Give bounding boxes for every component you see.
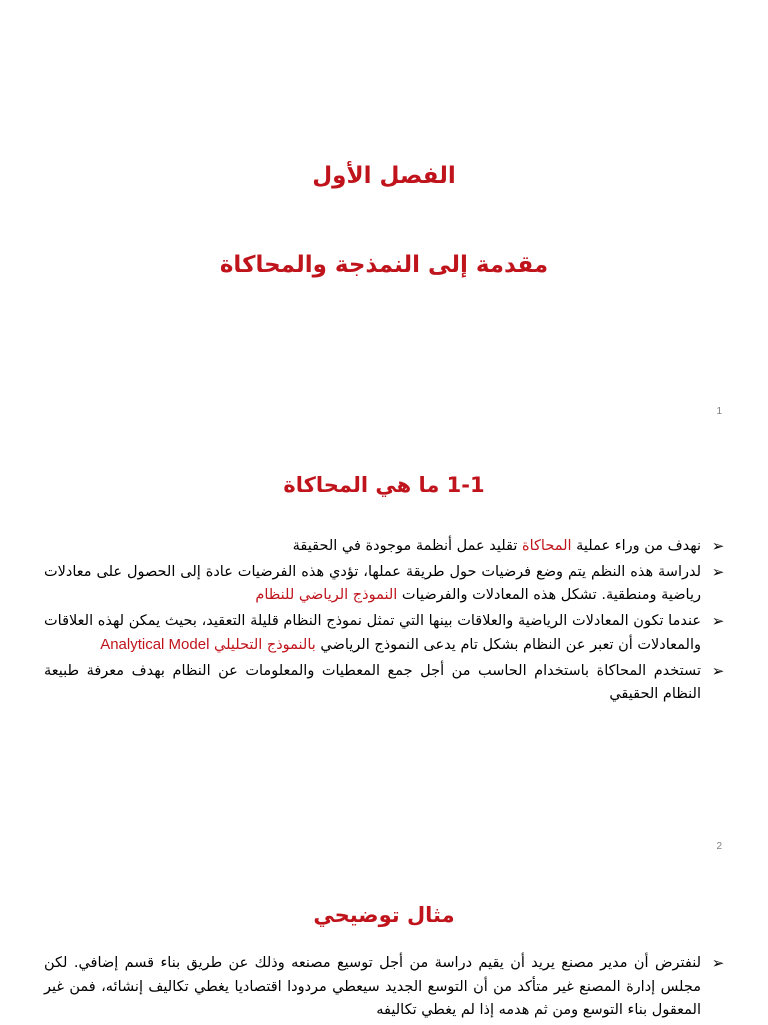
- section-heading: مثال توضيحي: [313, 903, 455, 927]
- highlight-term: المحاكاة: [522, 538, 572, 554]
- list-item: ➢ لنفترض أن مدير مصنع يريد أن يقيم دراسة من أجل توسيع مصنعه وذلك عن طريق بناء قسم إضافي. لكن مجلس إدارة المصنع غير متأكد من أن التوسع الجديد سيعطي مردودا اقتصاديا يغطي تكاليف إنشائه، فمن غير المعقول بناء التوسع ومن ثم هدمه إذا لم يغطي تكاليفه: [44, 954, 725, 1018]
- arrow-bullet-icon: ➢: [711, 954, 725, 972]
- bullet-list: [44, 535, 726, 709]
- chapter-subtitle: مقدمة إلى النمذجة والمحاكاة: [219, 252, 549, 278]
- page-number: 2: [716, 841, 722, 852]
- list-item: ➢ لدراسة هذه النظم يتم وضع فرضيات حول طريقة عملها، تؤدي هذه الفرضيات عادة إلى الحصول على معادلات رياضية ومنطقية. تشكل هذه المعادلات والفرضيات النموذج الرياضي للنظام: [44, 562, 725, 603]
- slide-2: [0, 430, 768, 860]
- arrow-bullet-icon: ➢: [711, 562, 725, 581]
- arrow-bullet-icon: ➢: [711, 611, 725, 630]
- highlight-term: بالنموذج التحليلي: [214, 637, 316, 653]
- highlight-term: النموذج الرياضي للنظام: [255, 587, 398, 603]
- section-heading: 1-1 ما هي المحاكاة: [283, 473, 485, 497]
- highlight-term-english: Analytical Model: [100, 636, 210, 653]
- list-item: ➢ عندما تكون المعادلات الرياضية والعلاقات بينها التي تمثل نموذج النظام قليلة التعقيد، بحيث يمكن لهذه العلاقات والمعادلات أن تعبر عن النظام بشكل تام يدعى النموذج الرياضي بالنموذج التحليلي Analytical Model: [44, 611, 725, 653]
- bullet-list: [44, 952, 726, 1025]
- slide-1: [0, 0, 768, 430]
- arrow-bullet-icon: ➢: [711, 537, 725, 555]
- arrow-bullet-icon: ➢: [711, 661, 725, 680]
- chapter-title: الفصل الأول: [312, 163, 456, 189]
- list-item: ➢ نهدف من وراء عملية المحاكاة تقليد عمل أنظمة موجودة في الحقيقة: [44, 535, 726, 559]
- page-number: 1: [716, 406, 722, 417]
- slide-3: [0, 860, 768, 1024]
- list-item: ➢ تستخدم المحاكاة باستخدام الحاسب من أجل جمع المعطيات والمعلومات عن النظام بهدف معرفة طبيعة النظام الحقيقي: [44, 661, 725, 702]
